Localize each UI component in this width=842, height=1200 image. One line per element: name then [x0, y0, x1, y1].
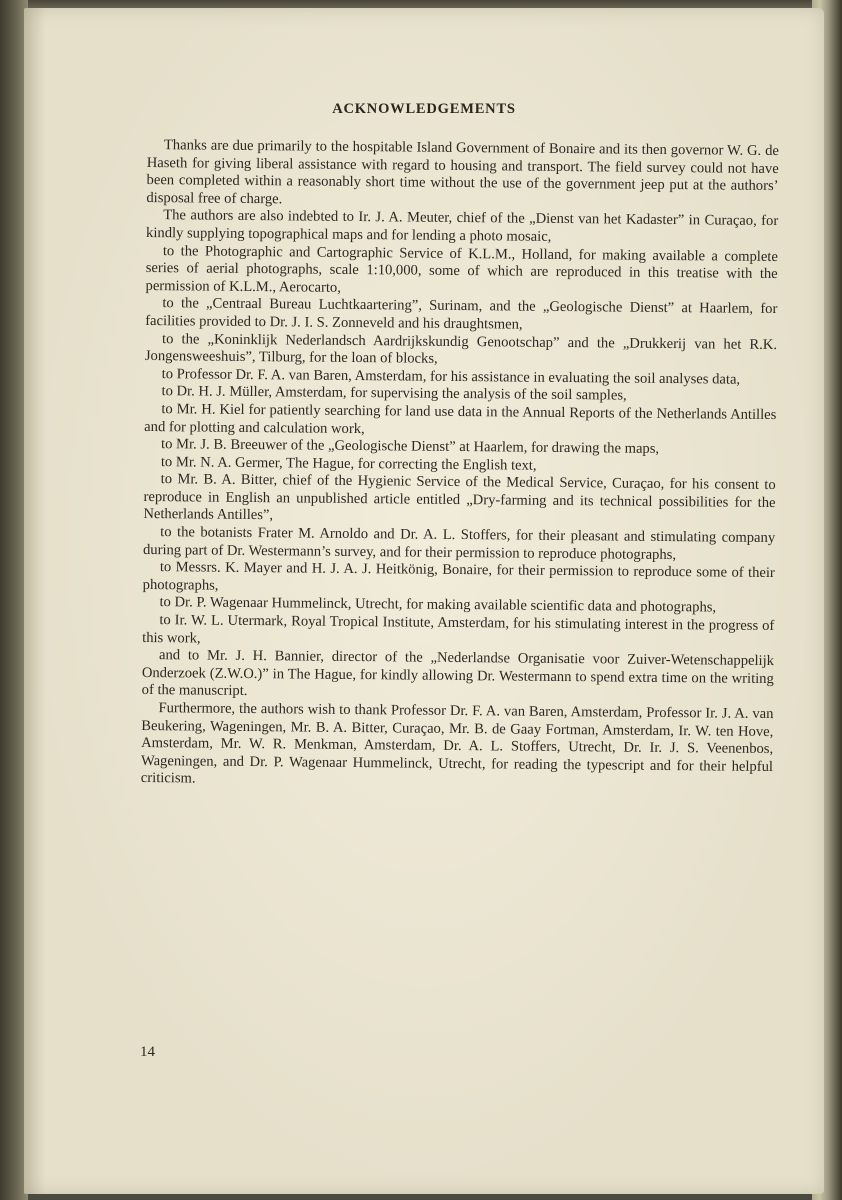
- paragraph: to the botanists Frater M. Arnoldo and Dr. A. L. Stoffers, for their pleasant and stimulating company during part of Dr. Westermann’s survey, and for their permission to reproduce photographs,: [142, 524, 776, 563]
- paragraph: and to Mr. J. H. Bannier, director of the „Nederlandse Organisatie voor Zuiver-Wetenschappelijk Onderzoek (Z.W.O.)” in The Hague, for kindly allowing Dr. Westermann to spend extra time on the writing of the manuscript.: [141, 647, 775, 700]
- paragraph: The authors are also indebted to Ir. J. A. Meuter, chief of the „Dienst van het Kadaster” in Curaçao, for kindly supplying topographical maps and for lending a photo mosaic,: [146, 207, 779, 245]
- paragraph: to Mr. J. B. Breeuwer of the „Geologische Dienst” at Haarlem, for drawing the maps,: [160, 436, 660, 458]
- paragraph: to the „Centraal Bureau Luchtkaartering”, Surinam, and the „Geologische Dienst” at Haarlem, for facilities provided to Dr. J. I. S. Zonneveld and his draughtsmen,: [145, 295, 778, 333]
- paragraph: to the Photographic and Cartographic Service of K.L.M., Holland, for making available a complete series of aerial photographs, scale 1:10,000, some of which are reproduced in this treatise with the permission of K.L.M., Aerocarto,: [145, 242, 778, 296]
- paragraph: Furthermore, the authors wish to thank Professor Dr. F. A. van Baren, Amsterdam, Professor Ir. J. A. van Beukering, Wageningen, Mr. B. A. Bitter, Curaçao, Mr. B. de Gaay Fortman, Amsterdam, Ir. W. ten Hove, Amsterdam, Mr. W. R. Menkman, Amsterdam, Dr. A. L. Stoffers, Utrecht, Dr. Ir. J. S. Veenenbos, Wageningen, and Dr. P. Wagenaar Hummelinck, Utrecht, for reading the typescript and for their helpful criticism.: [140, 700, 774, 787]
- page-heading: ACKNOWLEDGEMENTS: [332, 101, 516, 117]
- paragraph: to Ir. W. L. Utermark, Royal Tropical Institute, Amsterdam, for his stimulating interest in the progress of this work,: [142, 612, 775, 647]
- paragraph: to the „Koninklijk Nederlandsch Aardrijkskundig Genootschap” and the „Drukkerij van het R.K. Jongensweeshuis”, Tilburg, for the loan of blocks,: [144, 330, 778, 367]
- paragraph: to Dr. P. Wagenaar Hummelinck, Utrecht, for making available scientific data and photographs,: [159, 594, 717, 616]
- page-number: 14: [140, 1044, 155, 1060]
- paragraph: to Professor Dr. F. A. van Baren, Amsterdam, for his assistance in evaluating the soil analyses data,: [161, 365, 741, 388]
- acknowledgements-body: [141, 137, 779, 794]
- paragraph: to Mr. N. A. Germer, The Hague, for correcting the English text,: [160, 453, 537, 474]
- paragraph: to Dr. H. J. Müller, Amsterdam, for supervising the analysis of the soil samples,: [161, 383, 627, 404]
- paragraph: Thanks are due primarily to the hospitable Island Government of Bonaire and its then governor W. G. de Haseth for giving liberal assistance with regard to housing and transport. The field survey could not have been completed within a reasonably short time without the use of the government jeep put at the authors’ disposal free of charge.: [146, 137, 779, 208]
- book-page: [24, 8, 824, 1194]
- paragraph: to Mr. H. Kiel for patiently searching for land use data in the Annual Reports of the Netherlands Antilles and for plotting and calculation work,: [144, 401, 777, 437]
- paragraph: to Mr. B. A. Bitter, chief of the Hygienic Service of the Medical Service, Curaçao, for his consent to reproduce in English an unpublished article entitled „Dry-farming and its technical possibilities for the Netherlands Antilles”,: [143, 471, 776, 524]
- paragraph: to Messrs. K. Mayer and H. J. A. J. Heitkönig, Bonaire, for their permission to reproduce some of their photographs,: [142, 559, 775, 594]
